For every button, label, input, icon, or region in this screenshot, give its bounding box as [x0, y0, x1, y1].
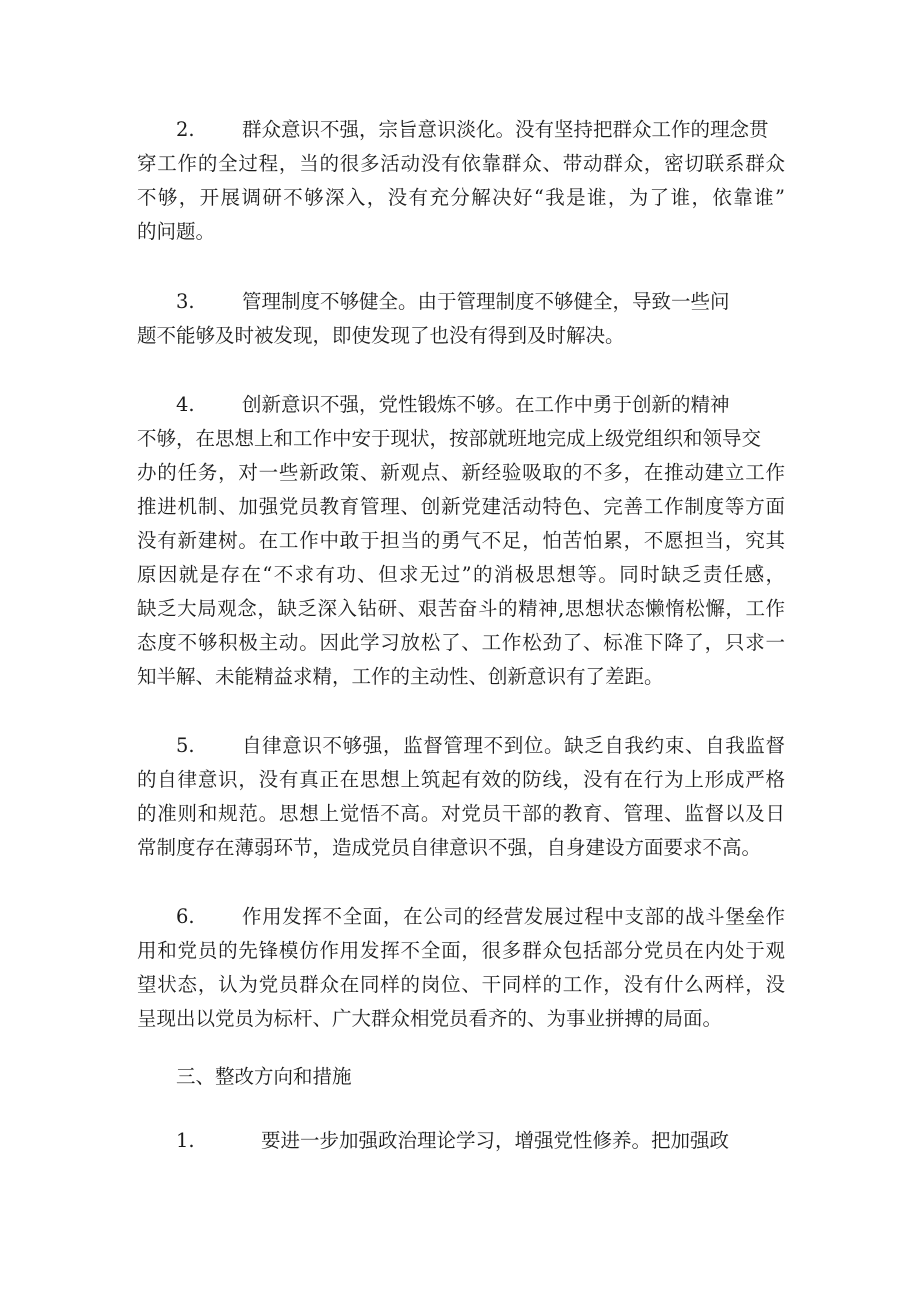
list-number: 4.	[176, 393, 195, 416]
paragraph-text-line: 的问题。	[137, 220, 216, 243]
paragraph-text-line: 不够，开展调研不够深入，没有充分解决好“我是谁，为了谁，依靠谁”	[137, 186, 785, 209]
paragraph-text-line: 不够，在思想上和工作中安于现状，按部就班地完成上级党组织和领导交	[137, 427, 762, 450]
paragraph-text-line: 呈现出以党员为标杆、广大群众相党员看齐的、为事业拼搏的局面。	[137, 1007, 723, 1030]
list-number: 2.	[176, 118, 195, 141]
paragraph-text-line: 管理制度不够健全。由于管理制度不够健全，导致一些问	[242, 290, 730, 313]
list-number: 5.	[176, 734, 195, 757]
paragraph-text-line: 原因就是存在“不求有功、但求无过”的消极思想等。同时缺乏责任感，	[137, 563, 785, 586]
paragraph-text-line: 的准则和规范。思想上觉悟不高。对党员干部的教育、管理、监督以及日	[137, 802, 785, 825]
paragraph-text-line: 缺乏大局观念，缺乏深入钻研、艰苦奋斗的精神,思想状态懒惰松懈，工作	[137, 597, 785, 620]
paragraph-text-line: 常制度存在薄弱环节，造成党员自律意识不强，自身建设方面要求不高。	[137, 836, 762, 859]
paragraph-text-line: 态度不够积极主动。因此学习放松了、工作松劲了、标准下降了，只求一	[137, 631, 785, 654]
paragraph-text-line: 望状态，认为党员群众在同样的岗位、干同样的工作，没有什么两样，没	[137, 973, 785, 996]
paragraph-text-line: 知半解、未能精益求精，工作的主动性、创新意识有了差距。	[137, 665, 664, 688]
paragraph-text-line: 办的任务，对一些新政策、新观点、新经验吸取的不多，在推动建立工作	[137, 461, 785, 484]
paragraph-text-line: 穿工作的全过程，当的很多活动没有依靠群众、带动群众，密切联系群众	[137, 152, 785, 175]
paragraph-text-line: 自律意识不够强，监督管理不到位。缺乏自我约束、自我监督	[242, 734, 785, 757]
paragraph-text-line: 推进机制、加强党员教育管理、创新党建活动特色、完善工作制度等方面	[137, 495, 785, 518]
section-heading: 三、整改方向和措施	[176, 1065, 352, 1088]
paragraph-text-line: 用和党员的先锋模仿作用发挥不全面，很多群众包括部分党员在内处于观	[137, 939, 785, 962]
paragraph-text-line: 题不能够及时被发现，即使发现了也没有得到及时解决。	[137, 324, 625, 347]
paragraph-text-line: 的自律意识，没有真正在思想上筑起有效的防线，没有在行为上形成严格	[137, 768, 785, 791]
paragraph-text-line: 要进一步加强政治理论学习，增强党性修养。把加强政	[261, 1129, 730, 1152]
paragraph-text-line: 创新意识不强，党性锻炼不够。在工作中勇于创新的精神	[242, 393, 730, 416]
paragraph-text-line: 作用发挥不全面，在公司的经营发展过程中支部的战斗堡垒作	[242, 905, 785, 928]
paragraph-text-line: 没有新建树。在工作中敢于担当的勇气不足，怕苦怕累，不愿担当，究其	[137, 529, 785, 552]
list-number: 6.	[176, 905, 195, 928]
list-number: 3.	[176, 290, 195, 313]
paragraph-text-line: 群众意识不强，宗旨意识淡化。没有坚持把群众工作的理念贯	[242, 118, 769, 141]
list-number: 1.	[176, 1129, 195, 1152]
